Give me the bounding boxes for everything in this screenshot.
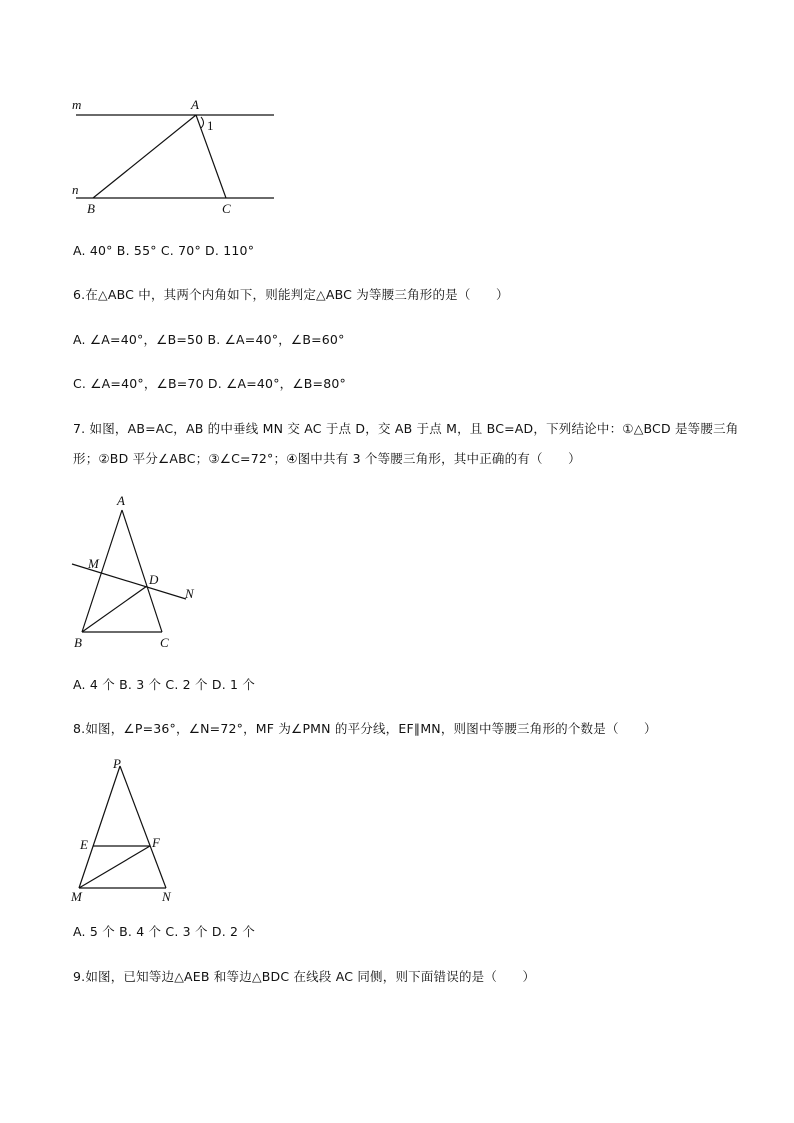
segment-mf <box>79 846 150 888</box>
q6-options-line1: A. ∠A=40°，∠B=50 B. ∠A=40°，∠B=60° <box>73 332 345 347</box>
q6-stem: 6.在△ABC 中，其两个内角如下，则能判定△ABC 为等腰三角形的是（ ） <box>73 287 509 302</box>
segment-bd <box>82 586 147 632</box>
q6-options-line2: C. ∠A=40°，∠B=70 D. ∠A=40°，∠B=80° <box>73 376 346 391</box>
q5-options: A. 40° B. 55° C. 70° D. 110° <box>73 243 255 258</box>
segment-ab <box>93 115 196 198</box>
label-n: N <box>162 889 171 904</box>
segment-pm <box>79 766 120 888</box>
label-a: A <box>191 97 199 112</box>
label-c: C <box>222 201 231 216</box>
label-d: D <box>149 572 159 587</box>
angle-1-arc <box>201 117 204 128</box>
q7-stem-line1: 7. 如图，AB=AC，AB 的中垂线 MN 交 AC 于点 D，交 AB 于点 M，且 BC=AD，下列结论中：①△BCD 是等腰三角 <box>73 421 739 436</box>
q8-options: A. 5 个 B. 4 个 C. 3 个 D. 2 个 <box>73 924 256 939</box>
label-angle-1: 1 <box>207 118 214 133</box>
label-n: n <box>72 182 79 197</box>
q9-stem: 9.如图，已知等边△AEB 和等边△BDC 在线段 AC 同侧，则下面错误的是（ ） <box>73 969 536 984</box>
segment-ab <box>82 510 122 632</box>
label-c: C <box>160 635 169 650</box>
q7-stem-line2: 形；②BD 平分∠ABC；③∠C=72°；④图中共有 3 个等腰三角形，其中正确的有（ ） <box>73 451 581 466</box>
label-m: M <box>88 556 99 571</box>
parallel-lines-figure <box>60 90 290 220</box>
angle-bisector-figure <box>60 752 200 912</box>
label-a: A <box>117 493 125 508</box>
q8-stem: 8.如图，∠P=36°，∠N=72°，MF 为∠PMN 的平分线，EF∥MN，则图中等腰三角形的个数是（ ） <box>73 721 657 736</box>
q7-options: A. 4 个 B. 3 个 C. 2 个 D. 1 个 <box>73 677 256 692</box>
label-p: P <box>113 756 121 771</box>
label-b: B <box>74 635 82 650</box>
label-n: N <box>185 586 194 601</box>
isosceles-bisector-figure <box>60 488 210 658</box>
label-b: B <box>87 201 95 216</box>
label-f: F <box>152 835 160 850</box>
segment-ac <box>122 510 162 632</box>
label-m: m <box>72 97 82 112</box>
label-m: M <box>71 889 82 904</box>
label-e: E <box>80 837 88 852</box>
segment-pn <box>120 766 166 888</box>
